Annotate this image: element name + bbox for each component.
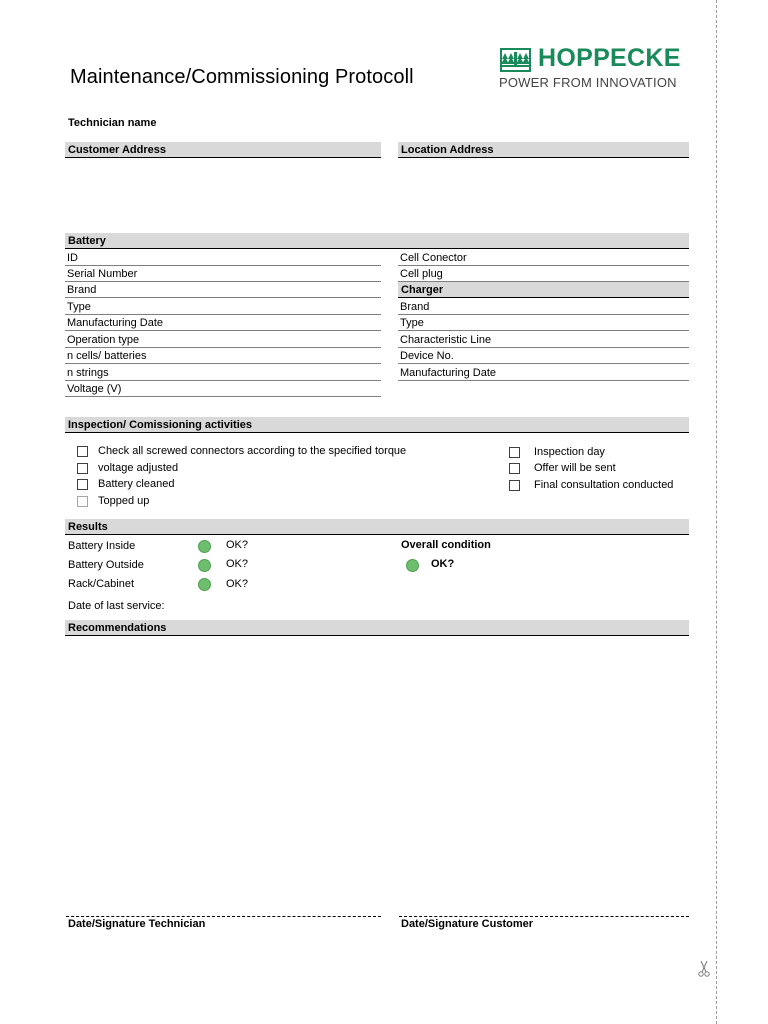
- logo-wordmark: HOPPECKE: [538, 44, 681, 72]
- activity-label-voltage-adjusted: voltage adjusted: [98, 462, 179, 474]
- checkbox-offer-sent[interactable]: [509, 463, 520, 474]
- result-status-battery-outside: OK?: [226, 558, 249, 570]
- checkbox-final-consultation[interactable]: [509, 480, 520, 491]
- result-status-battery-inside: OK?: [226, 539, 249, 551]
- charger-field-characteristic-line: Characteristic Line: [398, 332, 689, 348]
- activity-label-check-connectors: Check all screwed connectors according to the specified torque: [98, 445, 407, 457]
- technician-name-label: Technician name: [68, 117, 157, 129]
- battery-field-cell-connector: Cell Conector: [398, 250, 689, 266]
- battery-field-cell-plug: Cell plug: [398, 266, 689, 282]
- result-label-battery-outside: Battery Outside: [68, 559, 144, 571]
- battery-field-operation-type: Operation type: [65, 332, 381, 348]
- status-indicator-icon: [198, 559, 211, 572]
- customer-address-header: Customer Address: [65, 142, 381, 158]
- activity-label-topped-up: Topped up: [98, 495, 150, 507]
- result-status-rack-cabinet: OK?: [226, 578, 249, 590]
- charger-field-brand: Brand: [398, 299, 689, 315]
- result-label-battery-inside: Battery Inside: [68, 540, 136, 552]
- status-indicator-icon: [406, 559, 419, 572]
- recommendations-header: Recommendations: [65, 620, 689, 636]
- last-service-label: Date of last service:: [68, 600, 165, 612]
- checkbox-battery-cleaned[interactable]: [77, 479, 88, 490]
- charger-field-type: Type: [398, 315, 689, 331]
- logo-tagline: POWER FROM INNOVATION: [499, 75, 677, 90]
- checkbox-voltage-adjusted[interactable]: [77, 463, 88, 474]
- battery-field-manufacturing-date: Manufacturing Date: [65, 315, 381, 331]
- result-label-rack-cabinet: Rack/Cabinet: [68, 578, 135, 590]
- battery-field-serial-number: Serial Number: [65, 266, 381, 282]
- signature-label-technician: Date/Signature Technician: [68, 918, 206, 930]
- checkbox-topped-up[interactable]: [77, 496, 88, 507]
- results-header: Results: [65, 519, 689, 535]
- status-indicator-icon: [198, 578, 211, 591]
- activity-label-final-consultation: Final consultation conducted: [534, 479, 674, 491]
- location-address-header: Location Address: [398, 142, 689, 158]
- battery-field-n-cells: n cells/ batteries: [65, 348, 381, 364]
- checkbox-check-connectors[interactable]: [77, 446, 88, 457]
- battery-field-brand: Brand: [65, 282, 381, 298]
- signature-line-customer: [399, 916, 689, 917]
- battery-field-type: Type: [65, 299, 381, 315]
- logo-mark-icon: [500, 48, 531, 72]
- cut-line: [716, 0, 717, 1024]
- activity-label-inspection-day: Inspection day: [534, 446, 605, 458]
- status-indicator-icon: [198, 540, 211, 553]
- battery-field-voltage: Voltage (V): [65, 381, 381, 397]
- charger-field-manufacturing-date: Manufacturing Date: [398, 365, 689, 381]
- charger-header: Charger: [398, 282, 689, 298]
- checkbox-inspection-day[interactable]: [509, 447, 520, 458]
- battery-header: Battery: [65, 233, 689, 249]
- activity-label-battery-cleaned: Battery cleaned: [98, 478, 175, 490]
- overall-condition-status: OK?: [431, 558, 455, 570]
- overall-condition-label: Overall condition: [401, 539, 491, 551]
- battery-field-id: ID: [65, 250, 381, 266]
- inspection-header: Inspection/ Comissioning activities: [65, 417, 689, 433]
- page-title: Maintenance/Commissioning Protocoll: [70, 66, 414, 88]
- signature-label-customer: Date/Signature Customer: [401, 918, 534, 930]
- scissors-icon: [697, 960, 711, 978]
- activity-label-offer-sent: Offer will be sent: [534, 462, 616, 474]
- signature-line-technician: [66, 916, 381, 917]
- charger-field-device-no: Device No.: [398, 348, 689, 364]
- battery-field-n-strings: n strings: [65, 365, 381, 381]
